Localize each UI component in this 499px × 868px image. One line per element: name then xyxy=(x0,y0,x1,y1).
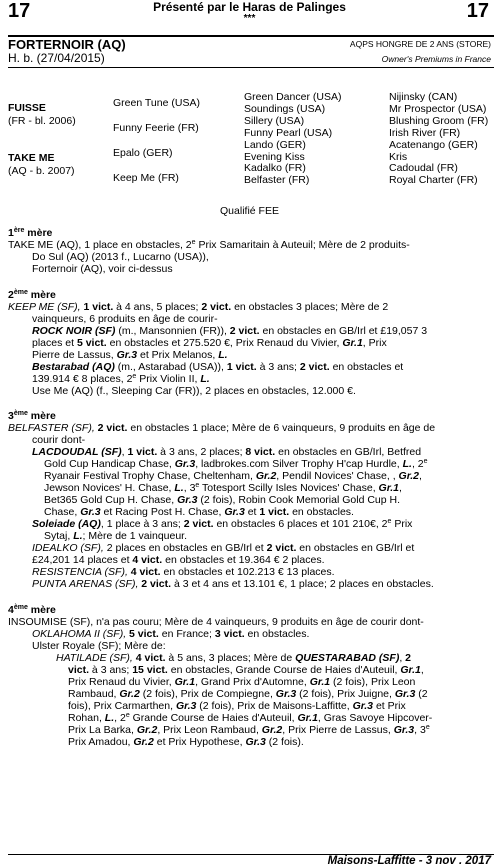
record-text: mère xyxy=(27,410,56,422)
record-text: , Prix Leon Rambaud, xyxy=(157,724,262,736)
record-text: 4 vict. xyxy=(130,566,161,578)
owner-premiums: Owner's Premiums in France xyxy=(381,54,491,64)
record-text: 2 places en obstacles en GB/Irl et xyxy=(106,542,267,554)
record-text: Prix Amadou, xyxy=(68,736,134,748)
lot-number-right: 17 xyxy=(466,0,489,22)
record-text: 8 vict. xyxy=(245,446,276,458)
race-class: AQPS HONGRE DE 2 ANS (STORE) xyxy=(349,39,491,49)
record-text: 2 vict. xyxy=(141,578,172,590)
record-text: 1 vict. xyxy=(83,301,114,313)
record-text: en obstacles et 102.213 € 13 places. xyxy=(160,566,335,578)
record-line xyxy=(8,422,435,434)
lot-number-left: 17 xyxy=(8,0,31,22)
record-text: Prix Samaritain à Auteuil; Mère de 2 produits- xyxy=(195,239,410,251)
record-text: et Prix Hypothese, xyxy=(153,736,246,748)
gen3-8: Belfaster (FR) xyxy=(244,174,310,187)
record-text: 2 vict. xyxy=(299,361,330,373)
record-text: Use Me (AQ) (f., Sleeping Car (FR)), 2 places en obstacles, 12.000 €. xyxy=(32,385,356,397)
record-line xyxy=(44,530,187,542)
record-text: en obstacles en GB/Irl, Betfred xyxy=(275,446,422,458)
record-text: BELFASTER (SF), xyxy=(8,422,98,434)
record-line xyxy=(44,494,400,506)
gen4-7: Cadoudal (FR) xyxy=(389,162,458,175)
record-line xyxy=(8,301,388,313)
record-text: Gold Cup Handicap Chase, xyxy=(44,458,175,470)
record-line xyxy=(32,337,387,349)
gen3-5: Lando (GER) xyxy=(244,138,306,151)
record-line xyxy=(44,482,402,494)
record-text: , xyxy=(418,470,422,482)
dam-name: TAKE ME xyxy=(8,152,55,164)
dam-block xyxy=(8,152,75,178)
record-text: 2 xyxy=(405,652,411,664)
record-text: mère xyxy=(27,289,56,301)
record-text: 1 vict. xyxy=(127,446,158,458)
record-text: e xyxy=(125,712,130,719)
record-text: ème xyxy=(13,604,28,611)
record-line xyxy=(32,263,173,275)
record-text: Prix xyxy=(391,518,413,530)
record-text: Ryanair Festival Trophy Chase, Cheltenham, xyxy=(44,470,256,482)
sire-block xyxy=(8,102,76,128)
record-text: Rohan, xyxy=(68,712,105,724)
record-text: Gr.3 xyxy=(80,506,101,518)
record-text: ère xyxy=(13,227,25,234)
record-line xyxy=(68,736,304,748)
record-text: Forternoir (AQ), voir ci-dessus xyxy=(32,263,173,275)
record-line xyxy=(68,700,406,712)
record-text: , Pendil Novices' Chase, , xyxy=(276,470,399,482)
record-text: 2 vict. xyxy=(97,422,128,434)
record-text: PUNTA ARENAS (SF), xyxy=(32,578,142,590)
record-line xyxy=(8,616,424,628)
record-text: Prix Violin II, xyxy=(136,373,201,385)
record-text: e xyxy=(425,724,430,731)
record-text: Gr.3 xyxy=(224,506,245,518)
record-text: en obstacles. xyxy=(244,628,310,640)
dam-desc: (AQ - b. 2007) xyxy=(8,165,75,177)
record-line xyxy=(32,349,228,361)
record-line xyxy=(32,578,434,590)
record-text: courir dont- xyxy=(32,434,86,446)
record-text: Sytaj, xyxy=(44,530,74,542)
record-text: Bestarabad (AQ) xyxy=(32,361,115,373)
record-text: Gr.1 xyxy=(378,482,399,494)
qualified-fee: Qualifié FEE xyxy=(220,205,279,217)
record-text: , 3 xyxy=(414,724,426,736)
record-line xyxy=(8,604,56,616)
record-text: 2 vict. xyxy=(266,542,297,554)
record-text: 4 xyxy=(8,604,14,616)
record-text: 3 vict. xyxy=(214,628,245,640)
record-text: en obstacles 3 places; Mère de 2 xyxy=(231,301,389,313)
gen4-1: Nijinsky (CAN) xyxy=(389,91,458,103)
record-text: KEEP ME (SF), xyxy=(8,301,84,313)
record-text: 5 vict. xyxy=(129,628,159,640)
record-text: Gr.2 xyxy=(398,470,419,482)
record-line xyxy=(32,518,412,530)
record-text: TAKE ME (AQ), 1 place en obstacles, 2 xyxy=(8,239,192,251)
record-text: 1 vict. xyxy=(226,361,257,373)
record-text: Gr.3 xyxy=(275,688,297,700)
record-text: L. xyxy=(174,482,184,494)
record-text: en obstacles et 275.520 €, Prix Renaud du Vivier, xyxy=(106,337,343,349)
record-text: 1 vict. xyxy=(259,506,290,518)
record-text: Gr.2 xyxy=(133,736,154,748)
record-text: Prix Renaud du Vivier, xyxy=(68,676,175,688)
record-line xyxy=(32,251,209,263)
record-text: et Racing Post H. Chase, xyxy=(100,506,225,518)
record-text: 2 vict. xyxy=(229,325,260,337)
record-text: ROCK NOIR (SF) xyxy=(32,325,116,337)
record-text: 139.914 € 8 places, 2 xyxy=(32,373,133,385)
record-text: ème xyxy=(13,410,28,417)
sale-date-footer: Maisons-Laffitte - 3 nov . 2017 xyxy=(327,855,491,867)
record-text: , ladbrokes.com Silver Trophy H'cap Hurdle, xyxy=(195,458,403,470)
record-text: L. xyxy=(402,458,412,470)
gen2-3: Epalo (GER) xyxy=(113,147,173,159)
gen2-4: Keep Me (FR) xyxy=(113,172,179,184)
record-text: 4 vict. xyxy=(132,554,163,566)
gen4-6: Kris xyxy=(389,150,408,163)
record-text: Gr.1 xyxy=(309,676,331,688)
record-text: Gr.3 xyxy=(394,688,416,700)
record-text: INSOUMISE (SF), n'a pas couru; Mère de 4 vainqueurs, 9 produits en âge de courir dont- xyxy=(8,616,424,628)
record-text: (2 fois), Prix Juigne, xyxy=(296,688,395,700)
gen3-4: Funny Pearl (USA) xyxy=(244,126,333,139)
record-line xyxy=(32,361,403,373)
record-text: 1 xyxy=(8,227,14,239)
record-text: OKLAHOMA II (SF), xyxy=(32,628,130,640)
record-text: (2 xyxy=(415,688,428,700)
record-text: , 1 place à 3 ans; xyxy=(100,518,184,530)
record-line xyxy=(32,628,309,640)
record-text: en France; xyxy=(158,628,215,640)
record-line xyxy=(32,640,166,652)
record-text: mère xyxy=(27,604,56,616)
gen2-2: Funny Feerie (FR) xyxy=(113,122,199,134)
record-text: Gr.1 xyxy=(342,337,363,349)
record-text: Chase, xyxy=(44,506,81,518)
record-text: en obstacles 1 place; Mère de 6 vainqueurs, 9 produits en âge de xyxy=(127,422,436,434)
record-text: Gr.1 xyxy=(297,712,318,724)
record-line xyxy=(68,724,430,736)
record-text: à 3 ans; xyxy=(89,664,133,676)
record-text: 4 vict. xyxy=(135,652,166,664)
record-text: L. xyxy=(218,349,228,361)
gen3-3: Sillery (USA) xyxy=(244,114,305,127)
record-line xyxy=(44,458,428,470)
sire-desc: (FR - bl. 2006) xyxy=(8,115,76,127)
record-text: en obstacles en GB/Irl et xyxy=(296,542,415,554)
record-text: (2 fois), Prix de Compiegne, xyxy=(139,688,276,700)
record-line xyxy=(32,385,356,397)
horse-name: FORTERNOIR (AQ) xyxy=(8,37,126,52)
gen3-7: Kadalko (FR) xyxy=(244,162,306,175)
record-text: RESISTENCIA (SF), xyxy=(32,566,131,578)
record-text: Do Sul (AQ) (2013 f., Lucarno (USA)), xyxy=(32,251,209,263)
record-text: 3 xyxy=(8,410,14,422)
record-line xyxy=(32,566,335,578)
record-text: 2 vict. xyxy=(201,301,232,313)
gen2-1: Green Tune (USA) xyxy=(113,97,200,109)
record-line xyxy=(32,373,210,385)
record-line xyxy=(32,434,85,446)
gen3-1: Green Dancer (USA) xyxy=(244,91,342,103)
record-text: Gr.2 xyxy=(136,724,158,736)
record-text: Prix La Barka, xyxy=(68,724,137,736)
record-text: Gr.3 xyxy=(393,724,415,736)
record-text: à 5 ans, 3 places; Mère de xyxy=(165,652,296,664)
record-text: Gr.2 xyxy=(119,688,140,700)
record-text: fois), Prix Carmarthen, xyxy=(68,700,176,712)
record-text: (2 fois). xyxy=(265,736,304,748)
record-text: £24,201 14 places et xyxy=(32,554,133,566)
record-text: en obstacles. xyxy=(289,506,354,518)
gen3-column xyxy=(244,92,341,187)
record-text: Totesport Scilly Isles Novices' Chase, xyxy=(199,482,379,494)
record-line xyxy=(56,652,411,664)
record-text: Pierre de Lassus, xyxy=(32,349,117,361)
record-text: vict. xyxy=(68,664,90,676)
record-text: Gr.1 xyxy=(400,664,421,676)
record-line xyxy=(32,446,421,458)
record-text: HATILADE (SF), xyxy=(56,652,136,664)
record-text: , xyxy=(399,652,406,664)
record-text: à 4 ans, 5 places; xyxy=(113,301,202,313)
record-line xyxy=(32,542,414,554)
sire-name: FUISSE xyxy=(8,102,46,114)
record-text: , Gras Savoye Hipcover- xyxy=(317,712,433,724)
record-text: , Prix Pierre de Lassus, xyxy=(282,724,394,736)
record-text: en obstacles, Grande Course de Haies d'Auteuil, xyxy=(167,664,401,676)
record-text: (m., Mansonnien (FR)), xyxy=(115,325,230,337)
record-text: Rambaud, xyxy=(68,688,120,700)
record-text: Grande Course de Haies d'Auteuil, xyxy=(129,712,298,724)
record-text: en obstacles et 19.364 € 2 places. xyxy=(162,554,325,566)
record-text: , xyxy=(398,482,402,494)
record-text: LACDOUDAL (SF) xyxy=(32,446,122,458)
record-line xyxy=(68,712,432,724)
record-text: , 2 xyxy=(411,458,424,470)
record-text: , 2 xyxy=(114,712,126,724)
record-text: , 3 xyxy=(183,482,196,494)
record-line xyxy=(68,688,428,700)
record-text: Gr.2 xyxy=(261,724,283,736)
record-text: Gr.3 xyxy=(174,458,196,470)
record-text: , Prix xyxy=(362,337,387,349)
record-text: Gr.2 xyxy=(255,470,277,482)
record-text: et Prix Melanos, xyxy=(137,349,219,361)
record-text: Gr.3 xyxy=(352,700,374,712)
record-line xyxy=(44,506,354,518)
gen4-8: Royal Charter (FR) xyxy=(389,174,478,187)
record-text: e xyxy=(387,518,392,525)
record-text: Gr.1 xyxy=(174,676,196,688)
record-text: IDEALKO (SF), xyxy=(32,542,107,554)
record-text: QUESTARABAD (SF) xyxy=(295,652,400,664)
record-text: , Grand Prix d'Automne, xyxy=(195,676,310,688)
record-text: Gr.3 xyxy=(245,736,266,748)
gen4-column xyxy=(389,92,488,187)
record-text: L. xyxy=(73,530,83,542)
record-line xyxy=(8,410,56,422)
record-text: (2 fois), Robin Cook Memorial Gold Cup H. xyxy=(197,494,401,506)
record-text: e xyxy=(191,239,196,246)
record-text: ; Mère de 1 vainqueur. xyxy=(82,530,188,542)
record-text: L. xyxy=(200,373,210,385)
record-line xyxy=(32,325,427,337)
gen3-2: Soundings (USA) xyxy=(244,102,326,115)
header-bottom-rule xyxy=(8,67,494,68)
gen4-5: Acatenango (GER) xyxy=(389,138,478,151)
record-line xyxy=(8,239,410,251)
record-text: à 3 et 4 ans et 13.101 €, 1 place; 2 places en obstacles. xyxy=(171,578,434,590)
record-text: en obstacles 6 places et 101 210€, 2 xyxy=(213,518,388,530)
record-text: (2 fois), Prix Leon xyxy=(330,676,416,688)
record-text: (m., Astarabad (USA)), xyxy=(114,361,227,373)
record-text: places et xyxy=(32,337,77,349)
record-text: Gr.3 xyxy=(177,494,198,506)
header-stars: *** xyxy=(243,13,256,24)
record-line xyxy=(44,470,422,482)
record-text: vainqueurs, 6 produits en âge de courir- xyxy=(32,313,218,325)
record-text: Ulster Royale (SF); Mère de: xyxy=(32,640,166,652)
record-line xyxy=(32,554,324,566)
record-text: (2 fois), Prix de Maisons-Laffitte, xyxy=(196,700,353,712)
record-text: Gr.3 xyxy=(175,700,197,712)
record-text: 2 vict. xyxy=(183,518,214,530)
record-text: Jewson Novices' H. Chase, xyxy=(44,482,175,494)
record-text: L. xyxy=(104,712,115,724)
presenter-line: Présenté par le Haras de Palinges xyxy=(153,0,346,14)
record-text: e xyxy=(132,373,137,380)
record-line xyxy=(32,313,218,325)
record-text: et xyxy=(244,506,260,518)
record-line xyxy=(8,289,56,301)
record-text: e xyxy=(195,482,200,489)
record-line xyxy=(68,676,415,688)
record-line xyxy=(68,664,424,676)
record-text: 15 vict. xyxy=(132,664,168,676)
gen4-2: Mr Prospector (USA) xyxy=(389,102,487,115)
record-line xyxy=(8,227,52,239)
gen4-3: Blushing Groom (FR) xyxy=(389,114,489,127)
record-text: en obstacles en GB/Irl et £19,057 3 xyxy=(259,325,428,337)
record-text: à 3 ans; xyxy=(256,361,300,373)
record-text: ème xyxy=(13,289,28,296)
record-text: et Prix xyxy=(373,700,406,712)
record-text: 5 vict. xyxy=(76,337,107,349)
record-text: Gr.3 xyxy=(116,349,138,361)
gen4-4: Irish River (FR) xyxy=(389,126,461,139)
record-text: mère xyxy=(24,227,53,239)
record-text: , xyxy=(121,446,128,458)
record-text: à 3 ans, 2 places; xyxy=(157,446,246,458)
horse-description: H. b. (27/04/2015) xyxy=(8,51,105,65)
record-text: 2 xyxy=(8,289,14,301)
record-text: Soleiade (AQ) xyxy=(32,518,101,530)
record-text: e xyxy=(423,458,428,465)
record-text: , xyxy=(420,664,424,676)
record-text: en obstacles et xyxy=(329,361,404,373)
gen3-6: Evening Kiss xyxy=(244,150,305,163)
record-text: Bet365 Gold Cup H. Chase, xyxy=(44,494,178,506)
